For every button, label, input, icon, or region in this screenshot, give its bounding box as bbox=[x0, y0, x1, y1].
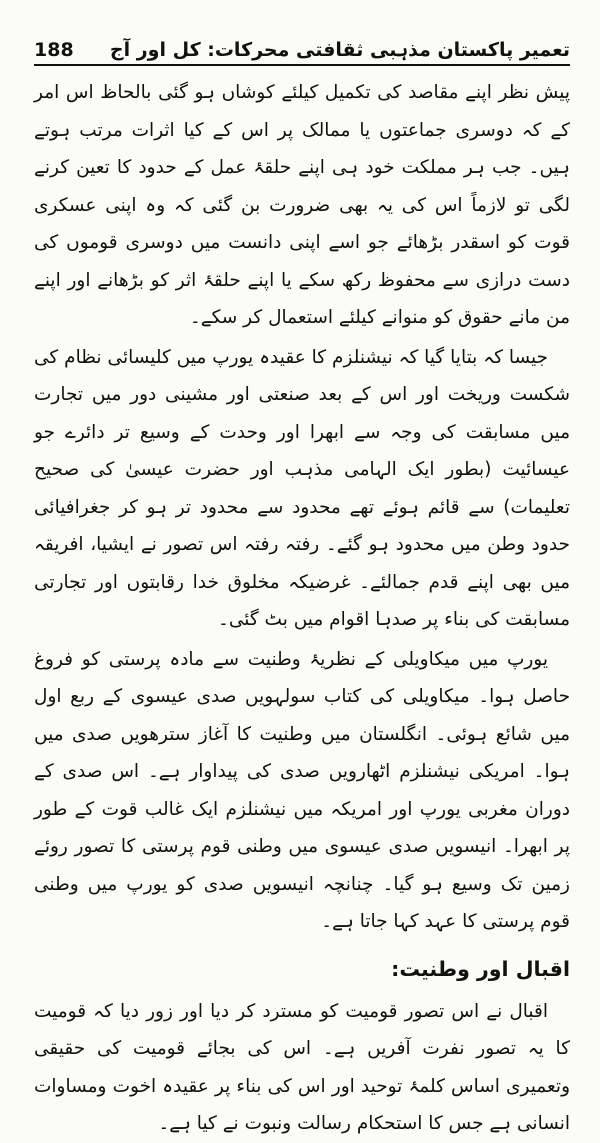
paragraph-2: جیسا کہ بتایا گیا کہ نیشنلزم کا عقیدہ یورپ میں کلیسائی نظام کی شکست وریخت اور اس کے بعد صنعتی اور مشینی دور میں تجارت میں مسابقت کی وجہ سے ابھرا اور وحدت کے وسیع تر دائرے جو عیسائیت (بطور ایک الہامی مذہب اور حضرت عیسیٰ کی صحیح تعلیمات) سے قائم ہوئے تھے محدود سے محدود تر ہو کر جغرافیائی حدود وطن میں محدود ہو گئے۔ رفتہ رفتہ اس تصور نے ایشیا، افریقہ میں بھی اپنے قدم جمالئے۔ غرضیکہ مخلوق خدا رقابتوں اور تجارتی مسابقت کی بناء پر صدہا اقوام میں بٹ گئی۔ bbox=[34, 346, 570, 630]
paragraph-3: یورپ میں میکاویلی کے نظریۂ وطنیت سے مادہ پرستی کو فروغ حاصل ہوا۔ میکاویلی کی کتاب سولہویں صدی عیسوی کے ربع اول میں شائع ہوئی۔ انگلستان میں وطنیت کا آغاز سترھویں صدی میں ہوا۔ امریکی نیشنلزم اٹھارویں صدی کی پیداوار ہے۔ اس صدی کے دوران مغربی یورپ اور امریکہ میں نیشنلزم ایک غالب قوت کے طور پر ابھرا۔ انیسویں صدی عیسوی میں وطنی قوم پرستی کا تصور روئے زمین تک وسیع ہو گیا۔ چنانچہ انیسویں صدی کو یورپ میں وطنی قوم پرستی کا عہد کہا جاتا ہے۔ bbox=[34, 648, 570, 932]
section-heading: اقبال اور وطنیت: bbox=[391, 956, 570, 981]
page-header bbox=[34, 30, 570, 66]
page-number: 188 bbox=[34, 39, 74, 61]
section-paragraph: اقبال نے اس تصور قومیت کو مسترد کر دیا اور زور دیا کہ قومیت کا یہ تصور نفرت آفریں ہے۔ اس کی بجائے قومیت کی حقیقی وتعمیری اساس کلمۂ توحید اور اس کی بناء پر عقیدہ اخوت ومساوات انسانی ہے جس کا استحکام رسالت ونبوت نے کیا ہے۔ bbox=[34, 1000, 570, 1134]
page-body bbox=[34, 74, 570, 1143]
paragraph-1: پیش نظر اپنے مقاصد کی تکمیل کیلئے کوشاں ہو گئی بالحاظ اس امر کے کہ دوسری جماعتوں یا ممالک پر اس کے کیا اثرات مرتب ہوتے ہیں۔ جب ہر مملکت خود ہی اپنے حلقۂ عمل کے حدود کا تعین کرنے لگی تو لازماً اس کی یہ بھی ضرورت بن گئی کہ وہ اپنی عسکری قوت کو اسقدر بڑھائے جو اسے اپنی دانست میں دوسری قوموں کی دست درازی سے محفوظ رکھ سکے یا اپنے حلقۂ اثر کو بڑھانے اور اپنے من مانے حقوق کو منوانے کیلئے استعمال کر سکے۔ bbox=[34, 82, 570, 328]
running-title: تعمیر پاکستان مذہبی ثقافتی محرکات: کل اور آج bbox=[109, 39, 570, 61]
